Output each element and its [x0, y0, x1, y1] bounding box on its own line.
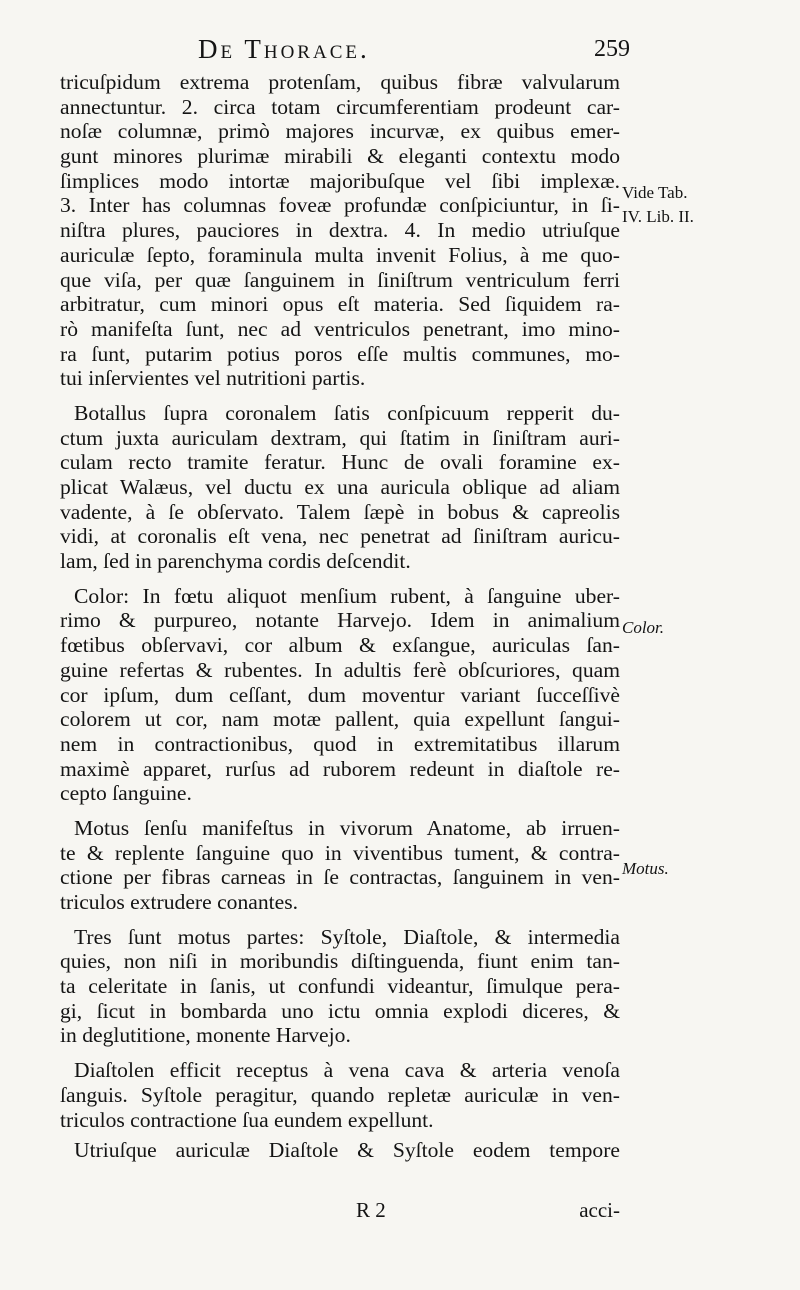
text-line: vidi, at coronalis eſt vena, nec penetrat ad ſiniſtram auricu- — [60, 524, 620, 549]
text-line: ſanguis. Syſtole peragitur, quando repletæ auriculæ in ven- — [60, 1082, 620, 1107]
text-line: triculos contractione ſua eundem expellunt. — [60, 1107, 434, 1132]
text-line: gunt minores plurimæ mirabili & eleganti contextu modo — [60, 144, 620, 169]
catchword: acci- — [579, 1198, 620, 1222]
page-footer — [60, 1198, 620, 1226]
text-line: gi, ſicut in bombarda uno ictu omnia explodi diceres, & — [60, 998, 620, 1023]
body-text — [60, 70, 620, 1163]
text-line: te & replente ſanguine quo in viventibus tument, & contra- — [60, 840, 620, 865]
text-line: guine refertas & rubentes. In adultis ferè obſcuriores, quam — [60, 657, 620, 682]
page-number: 259 — [594, 36, 630, 62]
margin-note-motus: Motus. — [622, 859, 669, 878]
text-line: niſtra plures, pauciores in dextra. 4. In medio utriuſque — [60, 218, 620, 243]
text-line: Diaſtolen efficit receptus à vena cava & arteria venoſa — [74, 1058, 620, 1083]
text-line: 3. Inter has columnas foveæ profundæ conſpiciuntur, in ſi- — [60, 193, 620, 218]
text-line: fœtibus obſervavi, cor album & exſangue, auriculas ſan- — [60, 633, 620, 658]
paragraph-gap — [60, 915, 620, 925]
text-line: in deglutitione, monente Harvejo. — [60, 1023, 351, 1048]
text-line: tricuſpidum extrema protenſam, quibus fibræ valvularum — [60, 70, 620, 94]
text-line: ſimplices modo intortæ majoribuſque vel ſibi implexæ. — [60, 168, 620, 193]
paragraph — [60, 1058, 620, 1132]
text-line: ctione per fibras carneas in ſe contractas, ſanguinem in ven- — [60, 865, 620, 890]
text-line: Utriuſque auriculæ Diaſtole & Syſtole eodem tempore — [74, 1138, 620, 1163]
text-line: culam recto tramite feratur. Hunc de ovali foramine ex- — [60, 450, 620, 475]
text-line: lam, ſed in parenchyma cordis deſcendit. — [60, 549, 411, 574]
text-line: rò manifeſta ſunt, nec ad ventriculos penetrant, imo mino- — [60, 316, 620, 341]
text-line: vadente, à ſe obſervato. Talem ſæpè in bobus & capreolis — [60, 499, 620, 524]
text-line: que viſa, per quæ ſanguinem in ſiniſtrum ventriculum ferri — [60, 267, 620, 292]
running-title: De Thorace. — [198, 34, 370, 64]
paragraph — [60, 1138, 620, 1163]
paragraph-gap — [60, 1048, 620, 1058]
text-line: arbitratur, cum minori opus eſt materia. Sed ſiquidem ra- — [60, 292, 620, 317]
text-line: Motus ſenſu manifeſtus in vivorum Anatome, ab irruen- — [74, 815, 620, 840]
paragraph — [60, 70, 620, 391]
text-line: tui inſervientes vel nutritioni partis. — [60, 366, 366, 391]
text-line: plicat Walæus, vel ductu ex una auricula oblique ad aliam — [60, 475, 620, 499]
text-line: rimo & purpureo, notante Harvejo. Idem in animalium — [60, 608, 620, 633]
paragraph — [60, 401, 620, 574]
text-line: noſæ columnæ, primò majores incurvæ, ex quibus emer- — [60, 119, 620, 144]
text-line: ctum juxta auriculam dextram, qui ſtatim in ſiniſtram auri- — [60, 425, 620, 450]
text-line: quies, non niſi in moribundis diſtinguenda, fiunt enim tan- — [60, 949, 620, 974]
text-line: maximè apparet, rurſus ad ruborem redeunt in diaſtole re- — [60, 756, 620, 781]
signature-mark: R 2 — [356, 1198, 386, 1222]
paragraph-gap — [60, 391, 620, 401]
paragraph — [60, 925, 620, 1048]
text-line: triculos extrudere conantes. — [60, 890, 299, 914]
text-line: auriculæ ſepto, foraminula multa invenit Folius, à me quo- — [60, 242, 620, 267]
paragraph — [60, 584, 620, 806]
text-line: Color: In fœtu aliquot menſium rubent, à ſanguine uber- — [74, 583, 620, 608]
text-line: ra ſunt, putarim potius poros eſſe multis communes, mo- — [60, 341, 620, 366]
text-line: cor ipſum, dum ceſſant, dum moventur variant ſucceſſivè — [60, 682, 620, 707]
running-head — [60, 30, 630, 70]
text-line: annectuntur. 2. circa totam circumferentiam prodeunt car- — [60, 94, 620, 119]
text-line: cepto ſanguine. — [60, 781, 192, 806]
paragraph-gap — [60, 574, 620, 584]
text-line: Botallus ſupra coronalem ſatis conſpicuum repperit du- — [74, 400, 620, 425]
margin-note-color: Color. — [622, 618, 665, 637]
paragraph-gap — [60, 806, 620, 816]
margin-note-lib: IV. Lib. II. — [622, 207, 694, 226]
text-line: Tres ſunt motus partes: Syſtole, Diaſtole, & intermedia — [74, 924, 620, 949]
margin-note-vide-tab: Vide Tab. — [622, 183, 688, 202]
text-line: ta celeritate in ſanis, ut confundi videantur, ſimulque pera- — [60, 974, 620, 999]
text-line: colorem ut cor, nam motæ pallent, quia expellunt ſangui- — [60, 707, 620, 732]
paragraph — [60, 816, 620, 915]
text-line: nem in contractionibus, quod in extremitatibus illarum — [60, 731, 620, 756]
